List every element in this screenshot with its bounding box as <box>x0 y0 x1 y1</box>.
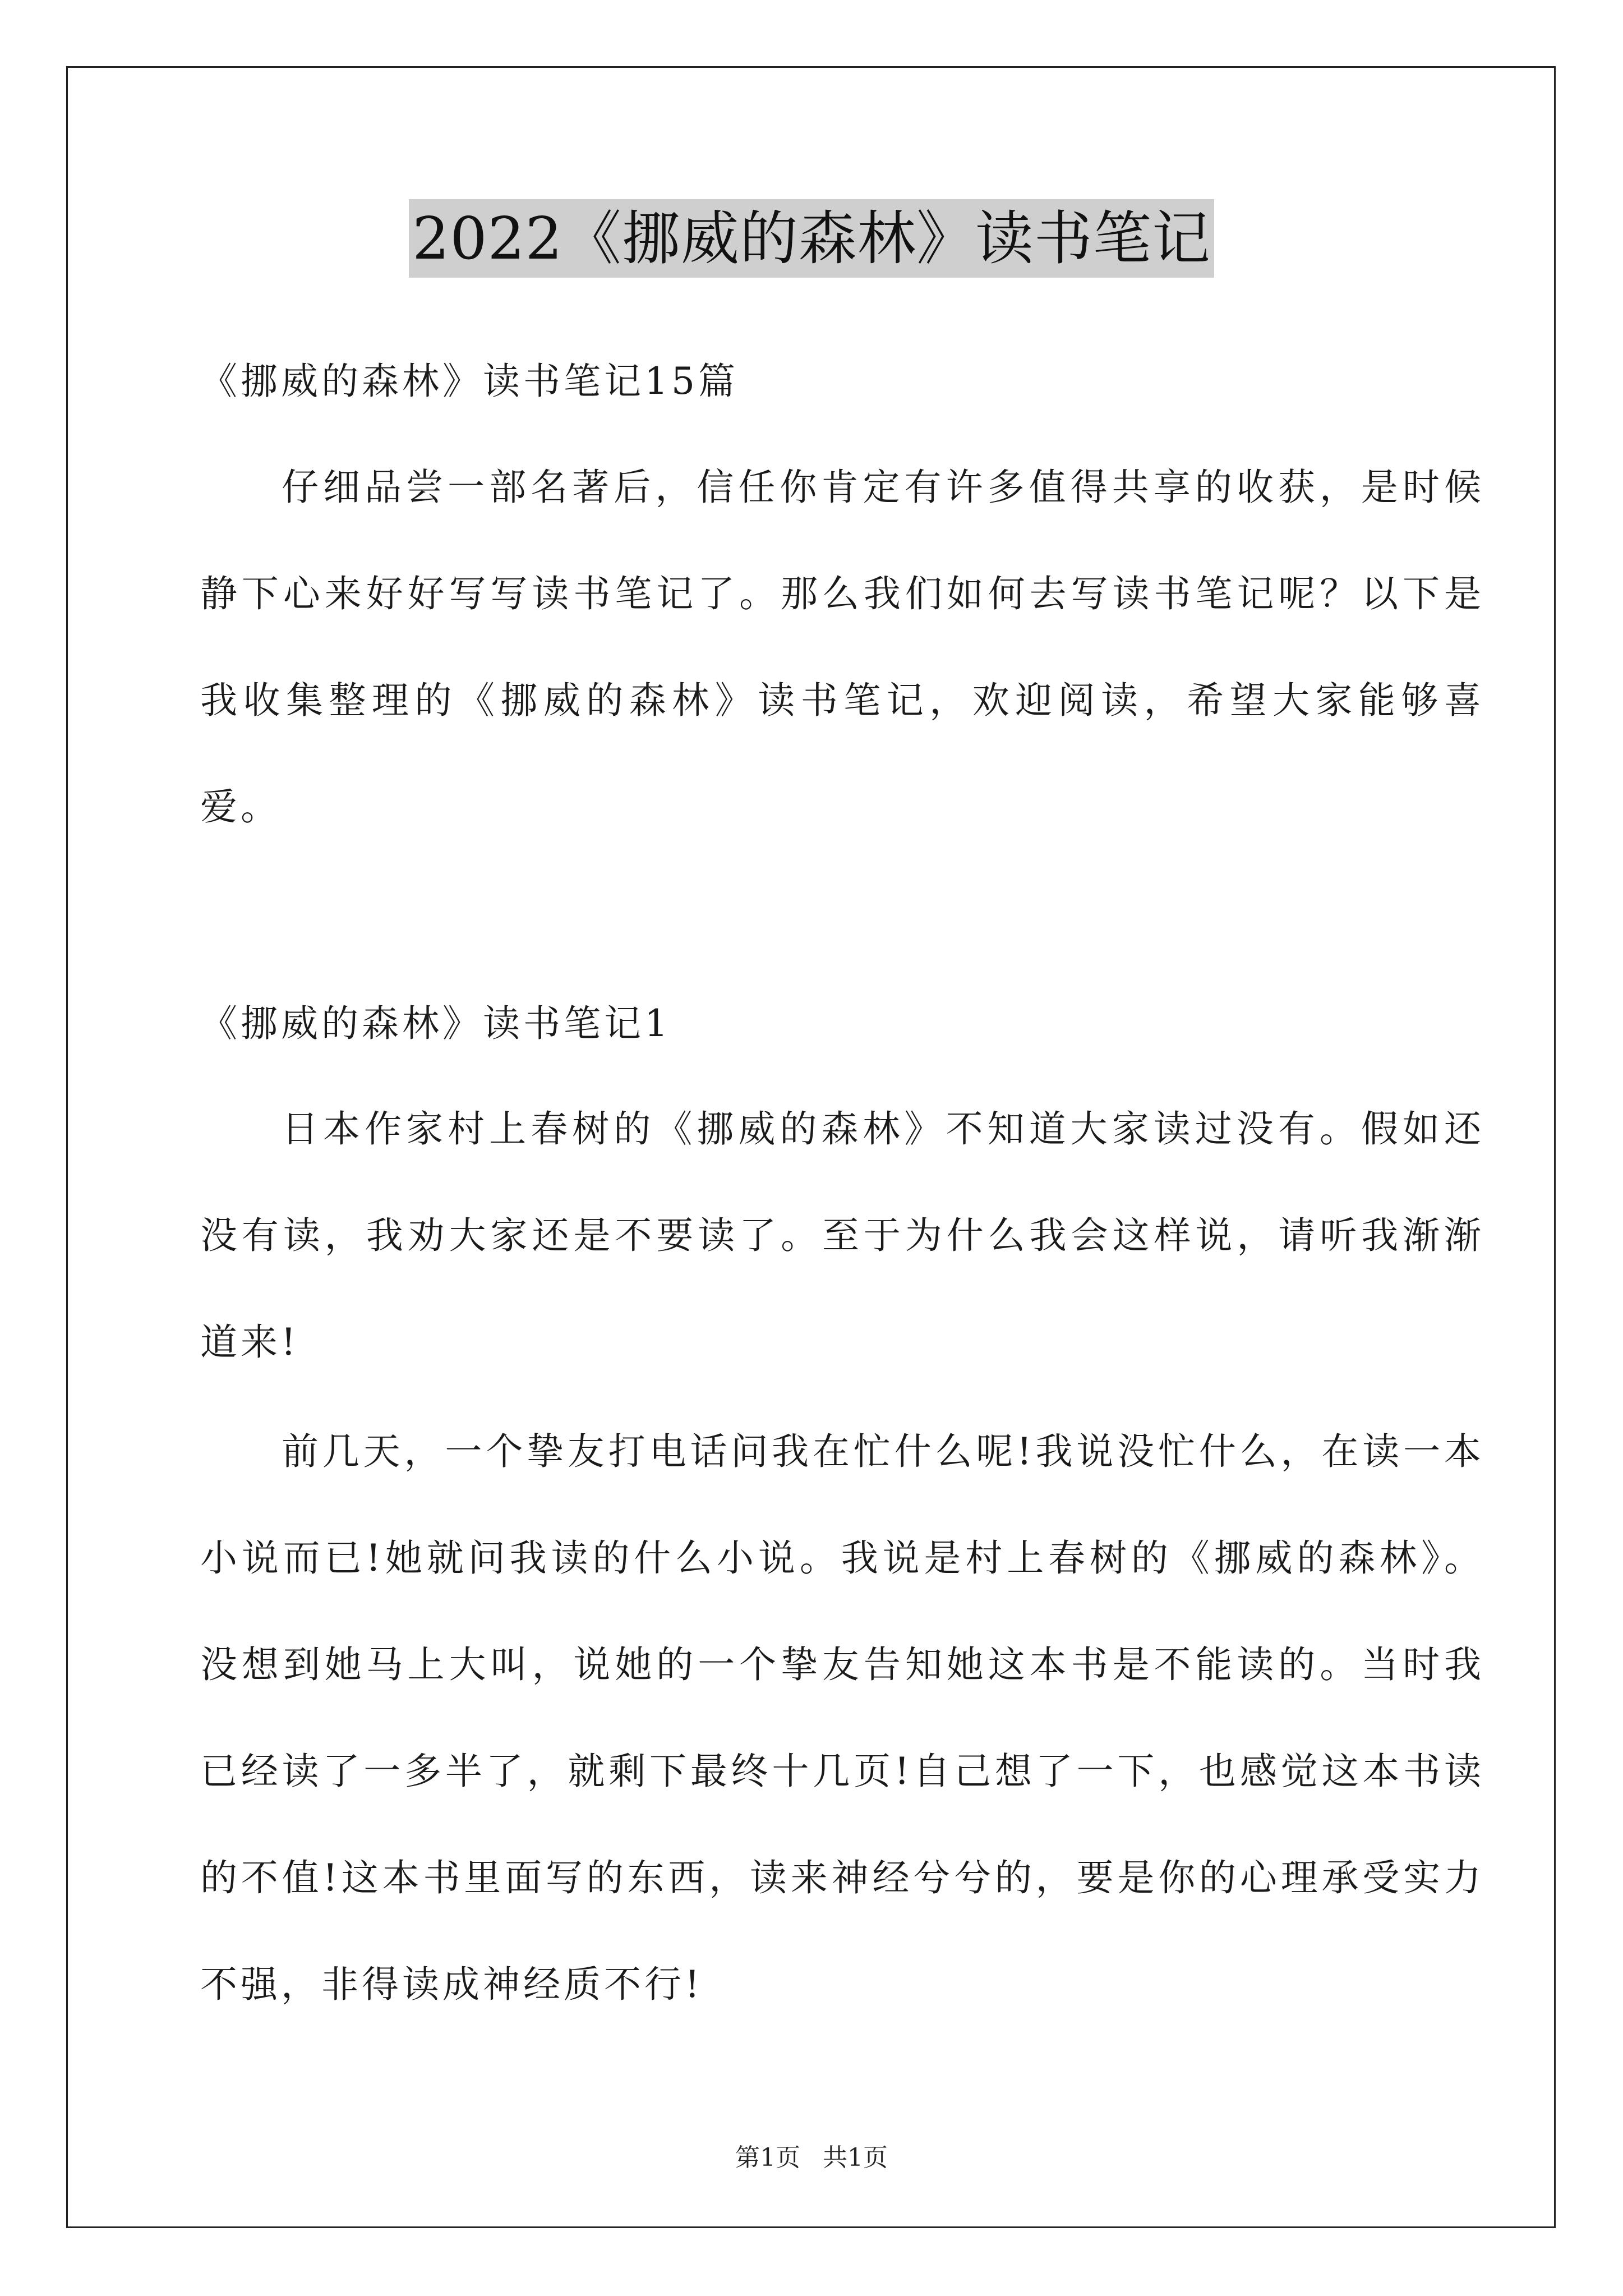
page-number: 第1页 <box>735 2143 800 2172</box>
title-wrap <box>0 199 1623 278</box>
section-heading-1: 《挪威的森林》读书笔记1 <box>200 1002 671 1045</box>
intro-paragraph: 仔细品尝一部名著后，信任你肯定有许多值得共享的收获，是时候静下心来好好写写读书笔记了。那么我们如何去写读书笔记呢？以下是我收集整理的《挪威的森林》读书笔记，欢迎阅读，希望大家能够喜爱。 <box>200 466 1484 829</box>
section1-paragraph-2: 前几天，一个挚友打电话问我在忙什么呢!我说没忙什么，在读一本小说而已!她就问我读的什么小说。我说是村上春树的《挪威的森林》。没想到她马上大叫，说她的一个挚友告知她这本书是不能读的。当时我已经读了一多半了，就剩下最终十几页!自己想了一下，也感觉这本书读的不值!这本书里面写的东西，读来神经兮兮的，要是你的心理承受实力不强，非得读成神经质不行! <box>200 1430 1484 2006</box>
page-footer <box>0 2137 1623 2173</box>
document-title: 2022《挪威的森林》读书笔记 <box>409 199 1214 278</box>
section1-paragraph-1: 日本作家村上春树的《挪威的森林》不知道大家读过没有。假如还没有读，我劝大家还是不要读了。至于为什么我会这样说，请听我渐渐道来! <box>200 1107 1484 1364</box>
page-total: 共1页 <box>823 2143 888 2172</box>
subtitle: 《挪威的森林》读书笔记15篇 <box>200 360 739 403</box>
